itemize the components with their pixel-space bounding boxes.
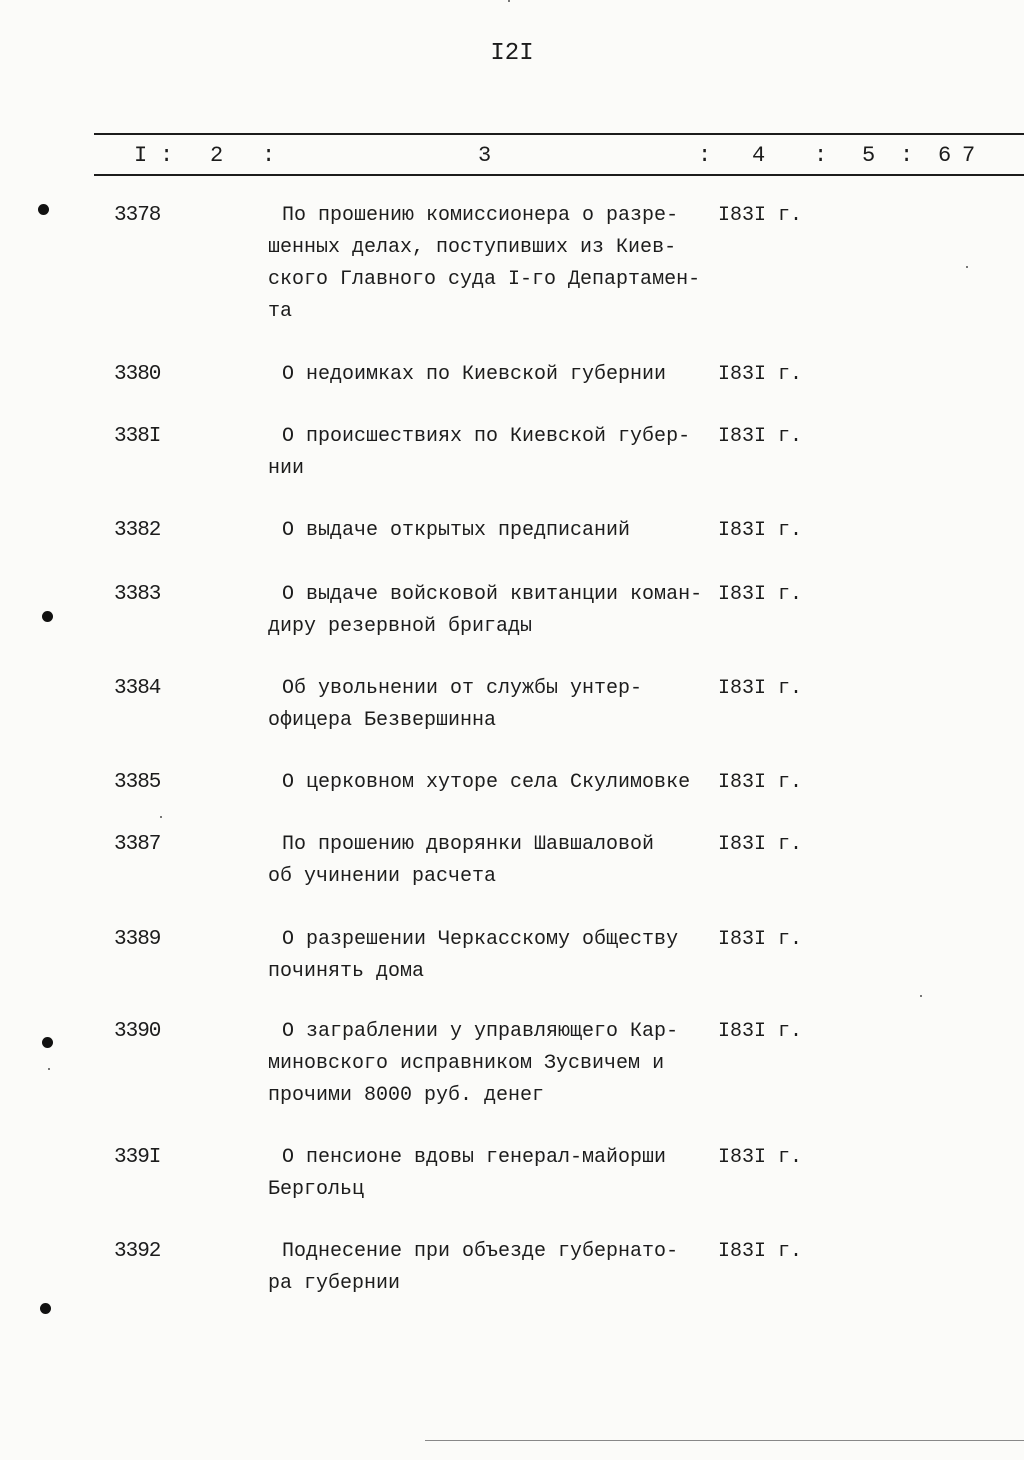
entry-title-line: диру резервной бригады: [268, 615, 533, 638]
entry-title-line: шенных делах, поступивших из Киев-: [268, 236, 677, 259]
column-3-header: 3: [478, 143, 492, 168]
entry-title-line: О заграблении у управляющего Кар-: [282, 1020, 679, 1043]
entry-title: [268, 1236, 713, 1300]
entry-title-line: миновского исправником Зусвичем и: [268, 1052, 665, 1075]
binding-hole-mark: [38, 204, 49, 215]
scan-speck: [48, 1068, 50, 1070]
entry-title-line: О разрешении Черкасскому обществу: [282, 928, 679, 951]
entry-title-line: починять дома: [268, 960, 425, 983]
entry-year: I83I г.: [718, 519, 803, 542]
entry-title-line: О церковном хуторе села Скулимовке: [282, 771, 691, 794]
entry-title: [268, 829, 713, 893]
entry-title: [268, 200, 713, 328]
entry-title-line: О происшествиях по Киевской губер-: [282, 425, 691, 448]
column-6-header: 6: [938, 143, 952, 168]
entry-number: 3378: [114, 204, 161, 227]
header-bottom-rule: [94, 174, 1024, 176]
column-separator: :: [698, 143, 712, 168]
entry-title: [268, 1016, 713, 1112]
entry-title-line: О пенсионе вдовы генерал-майорши: [282, 1146, 667, 1169]
page-number: I2I: [490, 40, 534, 67]
entry-year: I83I г.: [718, 833, 803, 856]
entry-title-line: Поднесение при объезде губернато-: [282, 1240, 679, 1263]
scan-speck: [160, 816, 162, 818]
entry-year: I83I г.: [718, 928, 803, 951]
entry-year: I83I г.: [718, 204, 803, 227]
entry-year: I83I г.: [718, 771, 803, 794]
scan-speck: [508, 0, 510, 2]
column-separator: :: [900, 143, 914, 168]
entry-title: [268, 359, 713, 391]
binding-hole-mark: [40, 1303, 51, 1314]
entry-number: 3392: [114, 1240, 161, 1263]
entry-title-line: О выдаче войсковой квитанции коман-: [282, 583, 703, 606]
entry-number: 3387: [114, 833, 161, 856]
entry-title-line: По прошению комиссионера о разре-: [282, 204, 679, 227]
entry-title: [268, 579, 713, 643]
binding-hole-mark: [42, 611, 53, 622]
header-top-rule: [94, 133, 1024, 135]
entry-title: [268, 924, 713, 988]
column-4-header: 4: [752, 143, 766, 168]
entry-title-line: об учинении расчета: [268, 865, 497, 888]
entry-title: [268, 767, 713, 799]
entry-title: [268, 421, 713, 485]
entry-title: [268, 515, 713, 547]
entry-title-line: Бергольц: [268, 1178, 365, 1201]
column-separator: :: [262, 143, 276, 168]
column-2-header: 2: [210, 143, 224, 168]
scan-speck: [966, 266, 968, 268]
entry-year: I83I г.: [718, 1020, 803, 1043]
column-separator: :: [814, 143, 828, 168]
entry-year: I83I г.: [718, 677, 803, 700]
entry-title-line: По прошению дворянки Шавшаловой: [282, 833, 655, 856]
binding-hole-mark: [42, 1037, 53, 1048]
column-separator: :: [160, 143, 174, 168]
entry-number: 3382: [114, 519, 161, 542]
entry-number: 338I: [114, 425, 161, 448]
entry-title-line: ского Главного суда I-го Департамен-: [268, 268, 701, 291]
entry-year: I83I г.: [718, 425, 803, 448]
scan-speck: [920, 995, 922, 997]
entry-title-line: офицера Безвершинна: [268, 709, 497, 732]
entry-title-line: нии: [268, 457, 305, 480]
entry-title-line: ра губернии: [268, 1272, 401, 1295]
entry-number: 339I: [114, 1146, 161, 1169]
entry-number: 3380: [114, 363, 161, 386]
entry-year: I83I г.: [718, 1146, 803, 1169]
entry-year: I83I г.: [718, 1240, 803, 1263]
entry-title: [268, 673, 713, 737]
entry-title-line: прочими 8000 руб. денег: [268, 1084, 545, 1107]
bottom-edge-line: [425, 1440, 1024, 1441]
entry-number: 3385: [114, 771, 161, 794]
entry-title-line: та: [268, 300, 293, 323]
entry-number: 3384: [114, 677, 161, 700]
entry-number: 3390: [114, 1020, 161, 1043]
entry-year: I83I г.: [718, 583, 803, 606]
column-7-header: 7: [962, 143, 976, 168]
column-5-header: 5: [862, 143, 876, 168]
entry-title: [268, 1142, 713, 1206]
entry-number: 3389: [114, 928, 161, 951]
column-1-header: I: [134, 143, 148, 168]
entry-title-line: О выдаче открытых предписаний: [282, 519, 631, 542]
entry-year: I83I г.: [718, 363, 803, 386]
entry-number: 3383: [114, 583, 161, 606]
entry-title-line: О недоимках по Киевской губернии: [282, 363, 667, 386]
entry-title-line: Об увольнении от службы унтер-: [282, 677, 643, 700]
